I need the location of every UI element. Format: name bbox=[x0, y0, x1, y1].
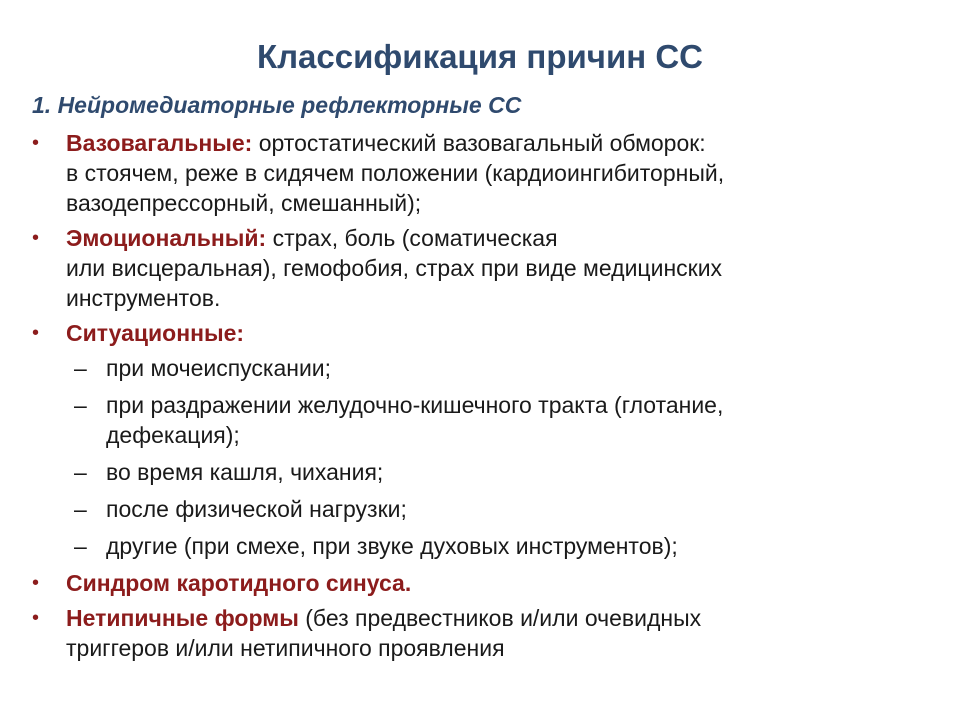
bullet-text: или висцеральная), гемофобия, страх при виде медицинских bbox=[66, 255, 723, 281]
slide-title: Классификация причин СС bbox=[256, 38, 704, 75]
sub-item-text: после физической нагрузки; bbox=[106, 496, 407, 522]
bullet-text: триггеров и/или нетипичного проявления bbox=[66, 635, 505, 661]
sub-item-text: при мочеиспускании; bbox=[106, 355, 332, 381]
bullet-term: Нетипичные формы bbox=[66, 605, 299, 631]
bullet-icon: • bbox=[32, 572, 40, 594]
bullet-text: в стоячем, реже в сидячем положении (кардиоингибиторный, bbox=[66, 160, 725, 186]
dash-icon: – bbox=[74, 355, 87, 381]
bullet-text: (без предвестников и/или очевидных bbox=[298, 605, 702, 631]
bullet-term: Вазовагальные: bbox=[66, 130, 253, 156]
bullet-list bbox=[32, 128, 922, 668]
sub-item-exercise bbox=[32, 494, 922, 524]
bullet-term: Эмоциональный: bbox=[66, 225, 267, 251]
sub-item-text: при раздражении желудочно-кишечного тракта (глотание, bbox=[106, 392, 724, 418]
bullet-item-atypical bbox=[32, 603, 922, 663]
bullet-icon: • bbox=[32, 322, 40, 344]
dash-icon: – bbox=[74, 392, 87, 418]
sub-item-text: другие (при смехе, при звуке духовых инструментов); bbox=[106, 533, 678, 559]
sub-item-text: во время кашля, чихания; bbox=[106, 459, 384, 485]
sub-item-text: дефекация); bbox=[106, 422, 240, 448]
bullet-item-vasovagal bbox=[32, 128, 922, 218]
bullet-item-emotional bbox=[32, 223, 922, 313]
bullet-item-situational bbox=[32, 318, 922, 348]
sub-item-gi-irritation bbox=[32, 390, 922, 450]
bullet-icon: • bbox=[32, 227, 40, 249]
dash-icon: – bbox=[74, 533, 87, 559]
bullet-text: страх, боль (соматическая bbox=[266, 225, 558, 251]
dash-icon: – bbox=[74, 496, 87, 522]
bullet-term: Ситуационные: bbox=[66, 320, 245, 346]
section-subtitle: 1. Нейромедиаторные рефлекторные СС bbox=[32, 92, 522, 118]
bullet-text: ортостатический вазовагальный обморок: bbox=[252, 130, 706, 156]
bullet-icon: • bbox=[32, 607, 40, 629]
bullet-text: вазодепрессорный, смешанный); bbox=[66, 190, 422, 216]
bullet-item-carotid-sinus bbox=[32, 568, 922, 598]
dash-icon: – bbox=[74, 459, 87, 485]
bullet-term: Синдром каротидного синуса. bbox=[66, 570, 412, 596]
sub-item-cough-sneeze bbox=[32, 457, 922, 487]
sub-item-urination bbox=[32, 353, 922, 383]
sub-item-other bbox=[32, 531, 922, 561]
bullet-icon: • bbox=[32, 132, 40, 154]
bullet-text: инструментов. bbox=[66, 285, 221, 311]
